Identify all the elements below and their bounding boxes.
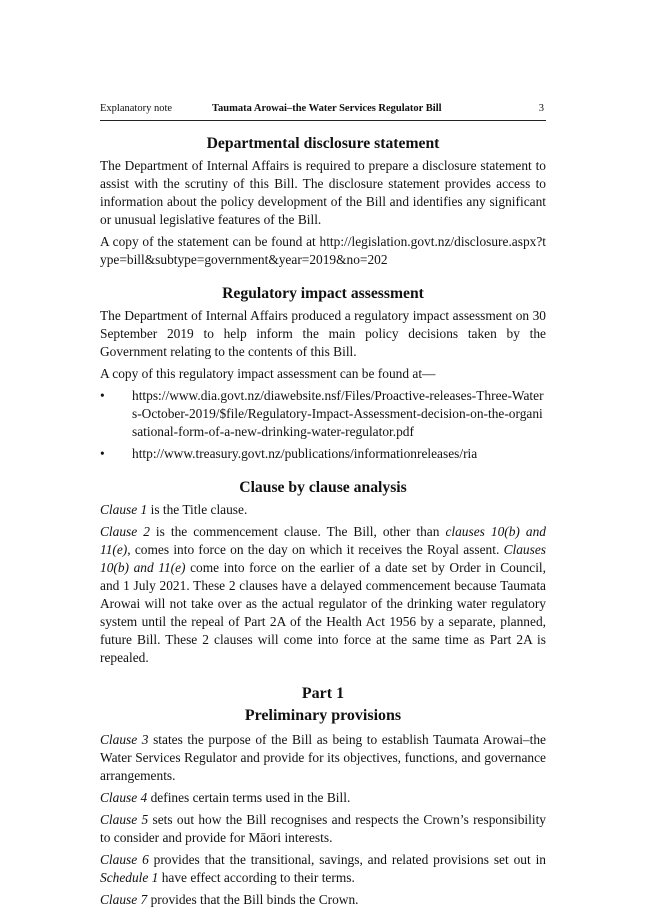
clause-text: is the Title clause. (147, 502, 248, 517)
bullet: • (100, 446, 105, 461)
clause-ref: Clause 4 (100, 790, 148, 805)
header-title: Taumata Arowai–the Water Services Regulator Bill (212, 103, 442, 114)
clause-text: defines certain terms used in the Bill. (147, 790, 351, 805)
clause-4-paragraph (100, 789, 546, 807)
clause-text: sets out how the Bill recognises and respects the Crown’s responsibility to consider and provide for Māori interests. (100, 812, 546, 845)
ria-paragraph: The Department of Internal Affairs produced a regulatory impact assessment on 30 September 2019 to help inform the main policy decisions taken by the Government relating to the contents of this Bill. (100, 308, 546, 359)
clause-ref: Clauses 10(b) and 11(e) (100, 542, 546, 575)
page-body (100, 135, 546, 909)
clause-ref: Clause 7 (100, 892, 148, 907)
clause-ref: Clause 6 (100, 852, 149, 867)
clause-ref: clauses 10(b) and 11(e) (100, 524, 546, 557)
clause-text: come into force on the earlier of a date set by Order in Council, and 1 July 2021. These 2 clauses have a delayed commencement because Taumata Arowai will not take over as the actual regulator of the drinking water regulatory system until the repeal of Part 2A of the Health Act 1956 by a separate, planned, future Bill. These 2 clauses will come into force at the same time as Part 2A is repealed. (100, 560, 546, 665)
clause-ref: Clause 3 (100, 732, 149, 747)
clause-ref: Clause 1 (100, 502, 148, 517)
clause-text: , comes into force on the day on which it receives the Royal assent. (127, 542, 504, 557)
heading-disclosure: Departmental disclosure statement (206, 135, 440, 152)
ria-link-2[interactable]: http://www.treasury.govt.nz/publications/informationreleases/ria (132, 446, 478, 461)
heading-ria: Regulatory impact assessment (222, 285, 424, 302)
clause-text: provides that the transitional, savings, and related provisions set out in (148, 852, 546, 867)
clause-6-paragraph (100, 851, 546, 887)
clause-text: have effect according to their terms. (158, 870, 355, 885)
header-left: Explanatory note (100, 103, 173, 114)
list-item (100, 387, 546, 441)
clause-3-paragraph (100, 731, 546, 785)
bullet: • (100, 388, 105, 403)
clause-text: is the commencement clause. The Bill, other than (149, 524, 446, 539)
clause-text: provides that the Bill binds the Crown. (147, 892, 359, 907)
page-number: 3 (538, 103, 544, 114)
ria-intro: A copy of this regulatory impact assessment can be found at— (100, 366, 436, 381)
part-subtitle: Preliminary provisions (244, 707, 402, 724)
disclosure-paragraph: The Department of Internal Affairs is required to prepare a disclosure statement to assist with the scrutiny of this Bill. The disclosure statement provides access to information about the policy development of the Bill and identifies any significant or unusual legislative features of the Bill. (100, 158, 546, 227)
part-title: Part 1 (301, 685, 345, 702)
clause-ref: Clause 5 (100, 812, 149, 827)
clause-5-paragraph (100, 811, 546, 847)
ria-link-1[interactable]: https://www.dia.govt.nz/diawebsite.nsf/Files/Proactive-releases-Three-Waters-October-2019/$file/Regulatory-Impact-Assessment-decision-on-the-organisational-form-of-a-new-drinking-water-regulator.pdf (132, 388, 544, 439)
schedule-ref: Schedule 1 (100, 870, 159, 885)
clause-ref: Clause 2 (100, 524, 150, 539)
clause-text: states the purpose of the Bill as being to establish Taumata Arowai–the Water Services Regulator and provide for its objectives, functions, and governance arrangements. (100, 732, 546, 783)
heading-clauses: Clause by clause analysis (239, 479, 407, 496)
clause-1-paragraph (100, 501, 546, 519)
clause-2-paragraph (100, 523, 546, 667)
list-item (100, 445, 546, 463)
header-rule (100, 120, 546, 121)
disclosure-link-paragraph: A copy of the statement can be found at http://legislation.govt.nz/disclosure.aspx?type=bill&subtype=government&year=2019&no=202 (100, 234, 546, 267)
clause-7-paragraph (100, 891, 546, 909)
